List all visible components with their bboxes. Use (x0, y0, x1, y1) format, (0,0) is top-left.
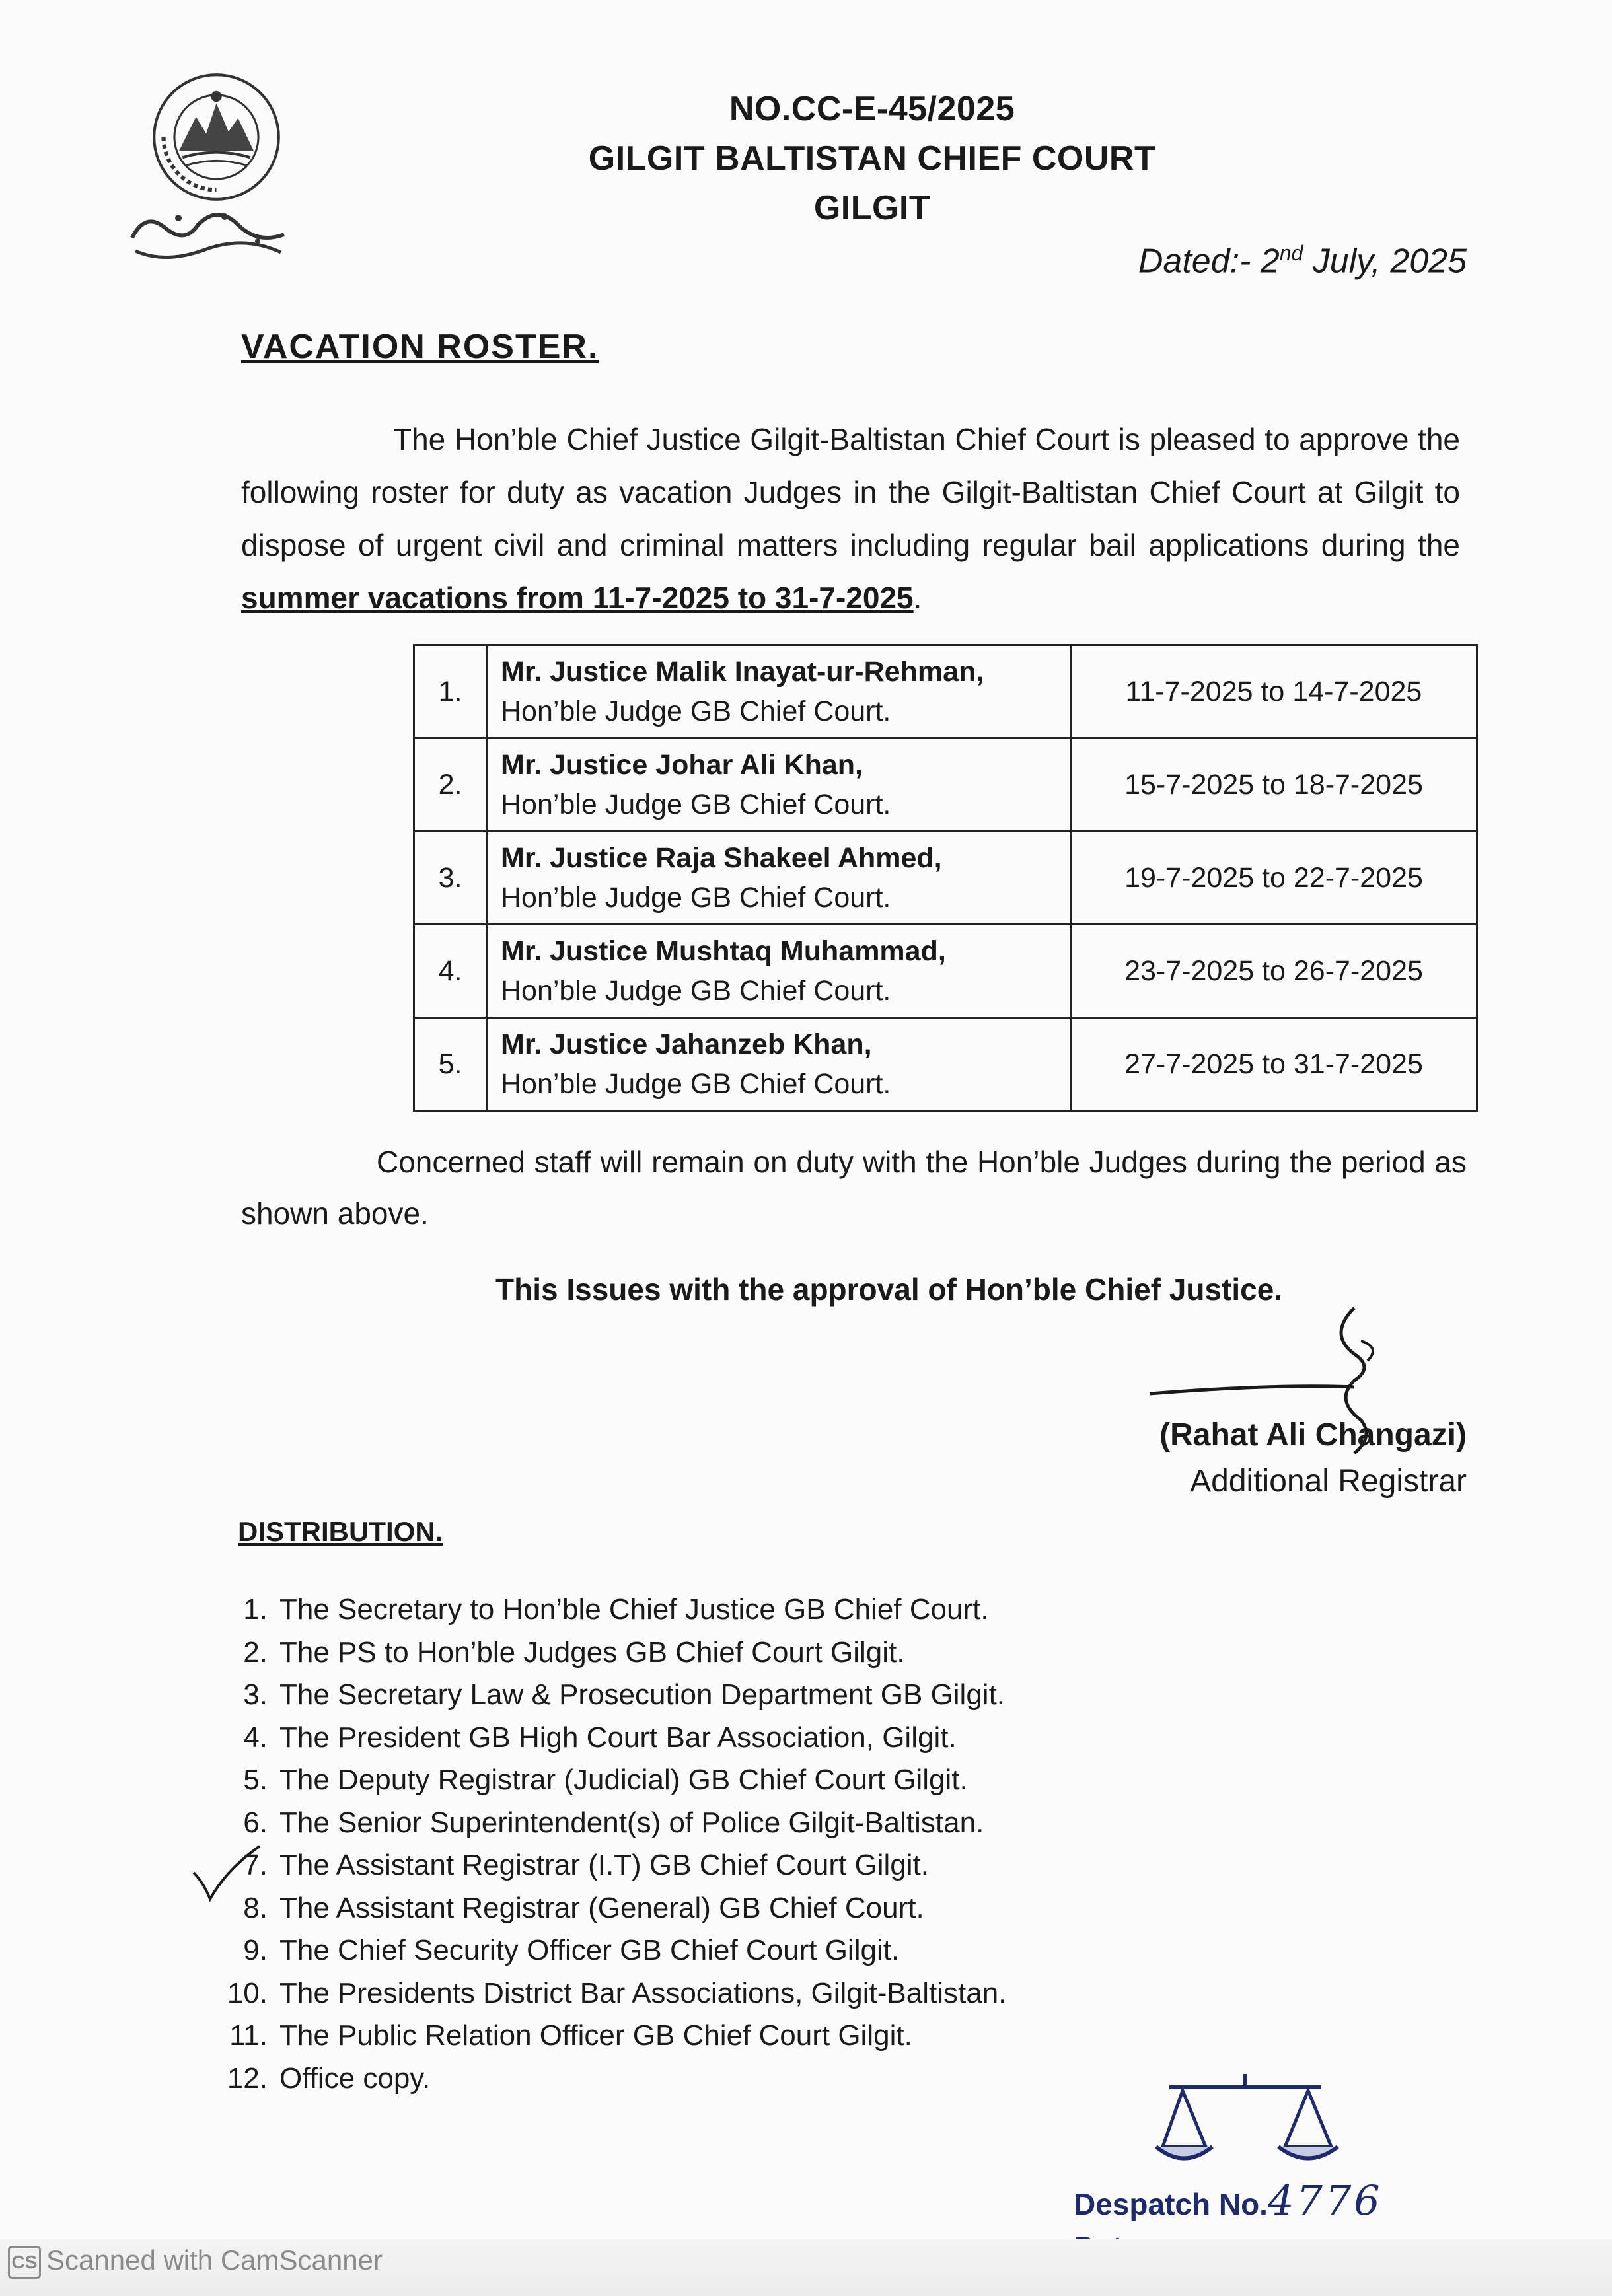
scales-of-justice-stamp (1143, 2061, 1348, 2180)
distribution-item-text: The Senior Superintendent(s) of Police Gilgit-Baltistan. (279, 1806, 984, 1839)
judge-designation: Hon’ble Judge GB Chief Court. (501, 696, 891, 727)
distribution-item-number: 6. (243, 1806, 268, 1839)
judge-designation: Hon’ble Judge GB Chief Court. (501, 1068, 891, 1100)
roster-judge-cell (487, 832, 1071, 925)
distribution-item (211, 1929, 1006, 1972)
distribution-item-number: 5. (243, 1764, 268, 1796)
judge-designation: Hon’ble Judge GB Chief Court. (501, 975, 891, 1007)
distribution-item-number: 4. (243, 1721, 268, 1754)
distribution-item-text: The Deputy Registrar (Judicial) GB Chief Court Gilgit. (279, 1764, 968, 1796)
staff-note: Concerned staff will remain on duty with the Hon’ble Judges during the period as shown above. (241, 1145, 1467, 1231)
judge-name: Mr. Justice Mushtaq Muhammad, (501, 935, 946, 967)
document-title: VACATION ROSTER. (241, 328, 599, 366)
distribution-item (211, 1674, 1006, 1717)
distribution-item-text: The PS to Hon’ble Judges GB Chief Court Gilgit. (279, 1635, 905, 1668)
despatch-number: Despatch No.4776 (1074, 2176, 1383, 2225)
roster-row (414, 832, 1477, 925)
roster-row-number: 1. (414, 645, 487, 738)
distribution-item-number: 2. (243, 1635, 268, 1668)
distribution-item-text: The Presidents District Bar Associations, Gilgit-Baltistan. (279, 1976, 1007, 2009)
camscanner-watermark: CS Scanned with CamScanner (8, 2244, 383, 2279)
roster-table (413, 644, 1478, 1112)
distribution-item (211, 1887, 1006, 1930)
duty-period: 19-7-2025 to 22-7-2025 (1071, 832, 1477, 925)
distribution-item-number: 1. (243, 1593, 268, 1626)
distribution-item (211, 1717, 1006, 1760)
intro-paragraph: The Hon’ble Chief Justice Gilgit-Baltistan Chief Court is pleased to approve the following roster for duty as vacation Judges in the Gilgit-Baltistan Chief Court at Gilgit to dispose of urgent civil and criminal matters including regular bail applications during the summer vacations from 11-7-2025 to 31-7-2025. (241, 422, 1460, 615)
dated-line: Dated:- 2nd July, 2025 (1138, 241, 1467, 281)
distribution-item (211, 1802, 1006, 1845)
duty-period: 11-7-2025 to 14-7-2025 (1071, 645, 1477, 738)
roster-judge-cell (487, 925, 1071, 1018)
distribution-item-text: The Secretary to Hon’ble Chief Justice GB Chief Court. (279, 1593, 989, 1626)
distribution-item (211, 1632, 1006, 1674)
signatory-name: (Rahat Ali Changazi) (1159, 1417, 1467, 1453)
distribution-item-text: Office copy. (279, 2062, 431, 2095)
roster-row (414, 1018, 1477, 1111)
distribution-item (211, 1972, 1006, 2015)
roster-row-number: 3. (414, 832, 487, 925)
court-name: GILGIT BALTISTAN CHIEF COURT (588, 139, 1156, 178)
distribution-item (211, 2015, 1006, 2058)
vacation-period-emphasis: summer vacations from 11-7-2025 to 31-7-2025 (241, 581, 914, 615)
urdu-motto-stamp (126, 198, 291, 271)
distribution-item-text: The Chief Security Officer GB Chief Court Gilgit. (279, 1934, 900, 1966)
roster-judge-cell (487, 645, 1071, 738)
distribution-item-text: The Assistant Registrar (I.T) GB Chief Court Gilgit. (279, 1849, 929, 1881)
distribution-item-text: The Public Relation Officer GB Chief Court Gilgit. (279, 2019, 912, 2052)
distribution-item-number: 11. (229, 2019, 268, 2052)
judge-designation: Hon’ble Judge GB Chief Court. (501, 789, 891, 820)
distribution-item (211, 1844, 1006, 1887)
roster-row-number: 2. (414, 738, 487, 832)
distribution-item-number: 9. (243, 1934, 268, 1966)
distribution-item-number: 12. (227, 2062, 268, 2095)
distribution-item-number: 10. (227, 1976, 268, 2009)
roster-row (414, 645, 1477, 738)
approval-line: This Issues with the approval of Hon’ble Chief Justice. (495, 1272, 1283, 1307)
judge-name: Mr. Justice Johar Ali Khan, (501, 749, 863, 781)
distribution-item-text: The Secretary Law & Prosecution Department GB Gilgit. (279, 1678, 1006, 1711)
duty-period: 27-7-2025 to 31-7-2025 (1071, 1018, 1477, 1111)
judge-designation: Hon’ble Judge GB Chief Court. (501, 882, 891, 914)
distribution-item-number: 3. (243, 1678, 268, 1711)
distribution-item-text: The Assistant Registrar (General) GB Chief Court. (279, 1891, 924, 1924)
roster-judge-cell (487, 738, 1071, 832)
order-number: NO.CC-E-45/2025 (729, 90, 1015, 128)
roster-judge-cell (487, 1018, 1071, 1111)
camscanner-logo-icon: CS (8, 2246, 41, 2279)
signatory-designation: Additional Registrar (1190, 1464, 1467, 1499)
distribution-title: DISTRIBUTION. (238, 1516, 443, 1547)
distribution-item-text: The President GB High Court Bar Association, Gilgit. (279, 1721, 957, 1754)
roster-row (414, 738, 1477, 832)
duty-period: 15-7-2025 to 18-7-2025 (1071, 738, 1477, 832)
judge-name: Mr. Justice Jahanzeb Khan, (501, 1028, 872, 1060)
distribution-list (211, 1589, 1006, 2100)
distribution-item (211, 1589, 1006, 1632)
distribution-item-number: 8. (243, 1891, 268, 1924)
distribution-item (211, 1759, 1006, 1802)
distribution-item (211, 2058, 1006, 2100)
judge-name: Mr. Justice Raja Shakeel Ahmed, (501, 842, 942, 874)
despatch-number-handwritten: 4776 (1267, 2176, 1383, 2225)
handwritten-tick-mark (190, 1843, 263, 1902)
judge-name: Mr. Justice Malik Inayat-ur-Rehman, (501, 656, 984, 688)
court-city: GILGIT (813, 189, 931, 227)
distribution-item-number: 7. (243, 1849, 268, 1881)
duty-period: 23-7-2025 to 26-7-2025 (1071, 925, 1477, 1018)
court-seal-logo (149, 69, 284, 205)
roster-row (414, 925, 1477, 1018)
roster-row-number: 5. (414, 1018, 487, 1111)
roster-row-number: 4. (414, 925, 487, 1018)
